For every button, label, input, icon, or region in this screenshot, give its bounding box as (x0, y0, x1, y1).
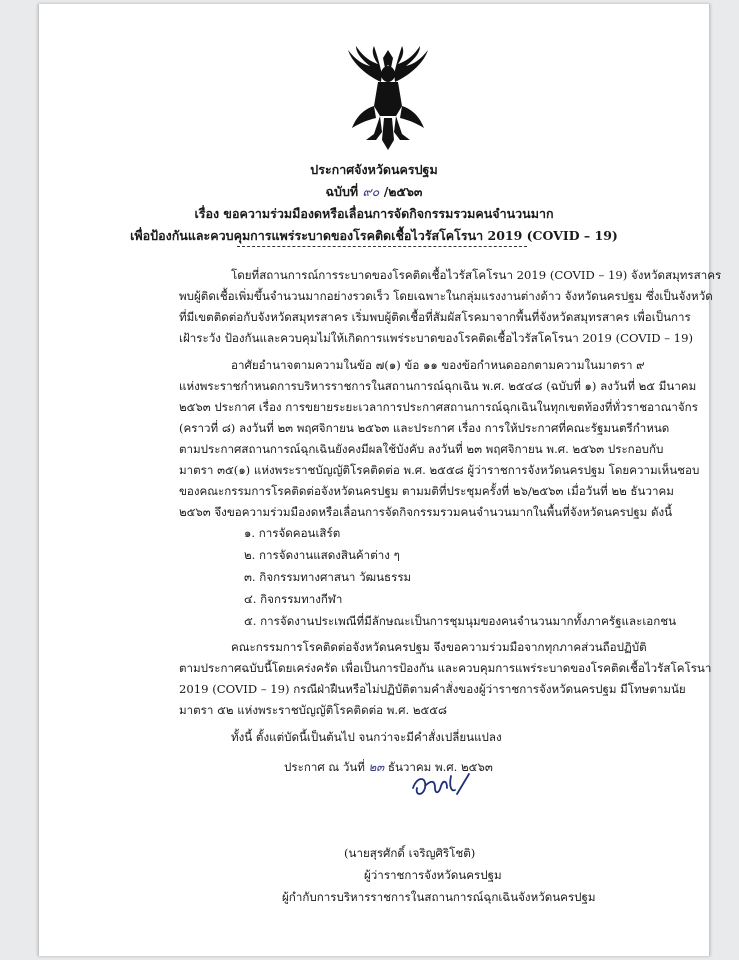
paragraph-1-line: พบผู้ติดเชื้อเพิ่มขึ้นจำนวนมากอย่างรวดเร็ว โดยเฉพาะในกลุ่มแรงงานต่างด้าว จังหวัดนครปฐม ซึ่งเป็นจังหวัด (179, 289, 713, 303)
signatory-name: (นายสุรศักดิ์ เจริญศิริโชติ) (344, 846, 476, 860)
list-item: ๑. การจัดคอนเสิร์ต (244, 526, 341, 540)
paragraph-2-line: แห่งพระราชกำหนดการบริหารราชการในสถานการณ์ฉุกเฉิน พ.ศ. ๒๕๔๘ (ฉบับที่ ๑) ลงวันที่ ๒๕ มีนาคม (179, 379, 697, 393)
paragraph-3-line: ตามประกาศฉบับนี้โดยเคร่งครัด เพื่อเป็นการป้องกัน และควบคุมการแพร่ระบาดของโรคติดเชื้อไวรัสโคโรนา (179, 661, 712, 675)
signatory-title-2: ผู้กำกับการบริหารราชการในสถานการณ์ฉุกเฉินจังหวัดนครปฐม (282, 890, 596, 904)
paragraph-1-line: เฝ้าระวัง ป้องกันและควบคุมไม่ให้เกิดการแพร่ระบาดของโรคติดเชื้อไวรัสโคโรนา 2019 (COVID – 19) (179, 331, 693, 345)
number-label: ฉบับที่ (325, 184, 359, 199)
date-day-handwritten: ๒๓ (368, 760, 385, 774)
header-divider (237, 246, 527, 247)
issuer-title: ประกาศจังหวัดนครปฐม (310, 162, 438, 177)
paragraph-1-line: ที่มีเขตติดต่อกับจังหวัดสมุทรสาคร เริ่มพบผู้ติดเชื้อที่สัมผัสโรคมาจากพื้นที่จังหวัดสมุทรสาคร เพื่อเป็นการ (179, 310, 691, 324)
paragraph-2-line: ของคณะกรรมการโรคติดต่อจังหวัดนครปฐม ตามมติที่ประชุมครั้งที่ ๒๖/๒๕๖๓ เมื่อวันที่ ๒๒ ธันวาคม (179, 484, 674, 498)
signatory-title-1: ผู้ว่าราชการจังหวัดนครปฐม (364, 868, 502, 882)
document-page (38, 4, 722, 956)
paragraph-2-line: อาศัยอำนาจตามความในข้อ ๗(๑) ข้อ ๑๑ ของข้อกำหนดออกตามความในมาตรา ๙ (231, 358, 645, 372)
paragraph-1-line: โดยที่สถานการณ์การระบาดของโรคติดเชื้อไวรัสโคโรนา 2019 (COVID – 19) จังหวัดสมุทรสาคร (231, 268, 722, 282)
subject-line-1: เรื่อง ขอความร่วมมืองดหรือเลื่อนการจัดกิจกรรมรวมคนจำนวนมาก (194, 206, 554, 221)
paragraph-2-line: มาตรา ๓๕(๑) แห่งพระราชบัญญัติโรคติดต่อ พ.ศ. ๒๕๕๘ ผู้ว่าราชการจังหวัดนครปฐม โดยความเห็นชอบ (179, 463, 700, 477)
paragraph-3-line: คณะกรรมการโรคติดต่อจังหวัดนครปฐม จึงขอความร่วมมือจากทุกภาคส่วนถือปฏิบัติ (231, 640, 647, 654)
paragraph-2-line: ๒๕๖๓ จึงขอความร่วมมืองดหรือเลื่อนการจัดกิจกรรมรวมคนจำนวนมากในพื้นที่จังหวัดนครปฐม ดังนี้ (179, 505, 673, 519)
date-prefix: ประกาศ ณ วันที่ (284, 760, 365, 774)
garuda-emblem-icon (344, 44, 432, 152)
paragraph-2-line: ๒๕๖๓ ประกาศ เรื่อง การขยายระยะเวลาการประกาศสถานการณ์ฉุกเฉินในทุกเขตท้องที่ทั่วราชอาณาจักร (179, 400, 698, 414)
paragraph-4: ทั้งนี้ ตั้งแต่บัดนี้เป็นต้นไป จนกว่าจะมีคำสั่งเปลี่ยนแปลง (231, 730, 502, 744)
paragraph-2-line: ตามประกาศสถานการณ์ฉุกเฉินยังคงมีผลใช้บังคับ ลงวันที่ ๒๓ พฤศจิกายน พ.ศ. ๒๕๖๓ ประกอบกับ (179, 442, 664, 456)
number-handwritten: ๙๐ (362, 184, 380, 199)
paragraph-2-line: (คราวที่ ๘) ลงวันที่ ๒๓ พฤศจิกายน ๒๕๖๓ และประกาศ เรื่อง การให้ประกาศที่คณะรัฐมนตรีกำหนด (179, 421, 670, 435)
subject-line-2: เพื่อป้องกันและควบคุมการแพร่ระบาดของโรคติดเชื้อไวรัสโคโรนา 2019 (COVID – 19) (130, 228, 618, 243)
date-rest: ธันวาคม พ.ศ. ๒๕๖๓ (387, 760, 493, 774)
list-item: ๔. กิจกรรมทางกีฬา (244, 592, 343, 606)
list-item: ๕. การจัดงานประเพณีที่มีลักษณะเป็นการชุมนุมของคนจำนวนมากทั้งภาครัฐและเอกชน (244, 614, 677, 628)
list-item: ๓. กิจกรรมทางศาสนา วัฒนธรรม (244, 570, 412, 584)
list-item: ๒. การจัดงานแสดงสินค้าต่าง ๆ (244, 548, 400, 562)
announcement-number (39, 182, 709, 202)
paragraph-3-line: 2019 (COVID – 19) กรณีฝ่าฝืนหรือไม่ปฏิบัติตามคำสั่งของผู้ว่าราชการจังหวัดนครปฐม มีโทษตามนัย (179, 682, 686, 696)
number-year: /๒๕๖๓ (383, 184, 423, 199)
signature-icon (407, 766, 477, 806)
paragraph-3-line: มาตรา ๕๒ แห่งพระราชบัญญัติโรคติดต่อ พ.ศ. ๒๕๕๘ (179, 703, 447, 717)
